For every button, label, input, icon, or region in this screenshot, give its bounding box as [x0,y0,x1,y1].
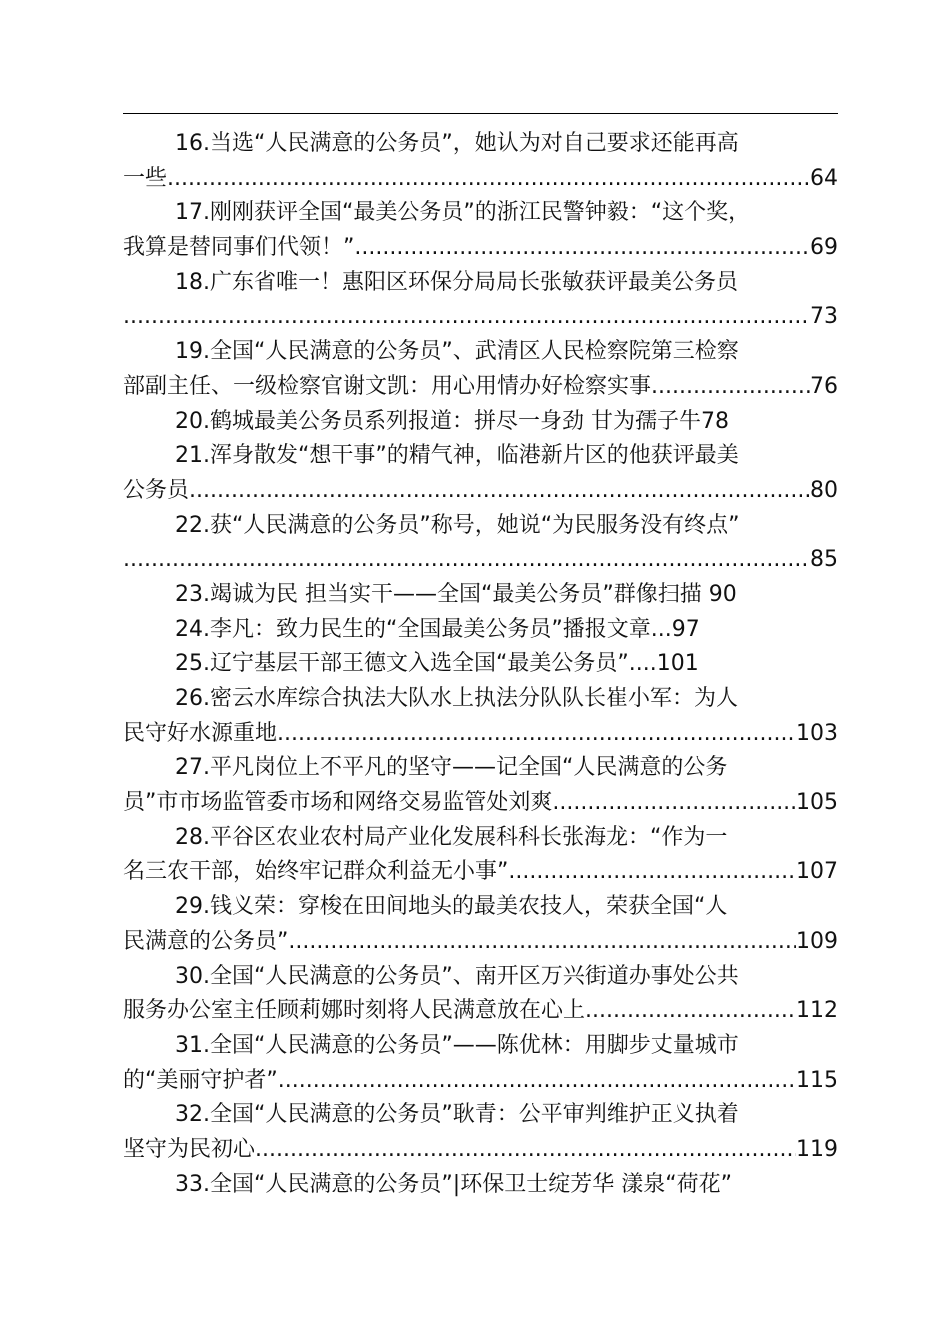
toc-text: 19.全国“人民满意的公务员”、武清区人民检察院第三检察 [175,339,739,365]
toc-line [123,925,838,960]
toc-entry[interactable] [123,578,838,613]
toc-text: 我算是替同事们代领！” [123,235,355,261]
toc-leader-dots [278,1064,796,1099]
toc-text: 16.当选“人民满意的公务员”，她认为对自己要求还能再高 [175,131,739,156]
toc-page-number: 107 [796,859,838,885]
toc-line [123,370,838,405]
toc-line [123,786,838,821]
toc-line [123,543,838,578]
toc-text: 民守好水源重地 [123,720,278,746]
toc-line [123,682,838,717]
toc-line [123,578,838,613]
toc-line [123,994,838,1029]
toc-line [123,1098,838,1133]
toc-line [123,509,838,544]
toc-line [123,1168,838,1203]
toc-leader-dots [123,543,810,578]
toc-page-number: 80 [810,477,838,503]
toc-text: 一些 [123,165,168,191]
toc-entry[interactable] [123,682,838,751]
toc-page-number: 115 [796,1067,838,1093]
toc-entry[interactable] [123,439,838,508]
toc-line [123,439,838,474]
toc-line [123,266,838,301]
toc-text: 27.平凡岗位上不平凡的坚守——记全国“人民满意的公务 [175,755,728,781]
toc-entry[interactable] [123,1168,838,1203]
toc-page-number: 85 [810,547,838,573]
toc-entry[interactable] [123,405,838,440]
toc-text: 31.全国“人民满意的公务员”——陈优林：用脚步丈量城市 [175,1032,739,1058]
toc-entry[interactable] [123,127,838,196]
toc-text: 23.竭诚为民 担当实干——全国“最美公务员”群像扫描 90 [175,581,737,607]
toc-leader-dots [508,855,796,890]
toc-line [123,335,838,370]
toc-line [123,1064,838,1099]
toc-text: 28.平谷区农业农村局产业化发展科科长张海龙：“作为一 [175,824,728,850]
toc-text: 民满意的公务员” [123,928,289,954]
toc-text: 部副主任、一级检察官谢文凯：用心用情办好检察实事.. [123,373,665,399]
toc-leader-dots [255,1133,796,1168]
toc-line [123,162,838,197]
toc-leader-dots [189,474,810,509]
toc-page-number: 69 [810,235,838,261]
toc-text: 30.全国“人民满意的公务员”、南开区万兴街道办事处公共 [175,963,739,989]
toc-line [123,1133,838,1168]
toc-text: 24.李凡：致力民生的“全国最美公务员”播报文章...97 [175,616,700,642]
toc-line [123,890,838,925]
toc-line [123,821,838,856]
toc-line [123,127,838,162]
toc-line [123,751,838,786]
toc-entry[interactable] [123,890,838,959]
toc-text: 22.获“人民满意的公务员”称号，她说“为民服务没有终点” [175,512,740,538]
toc-page-number: 109 [796,928,838,954]
toc-entry[interactable] [123,196,838,265]
toc-text: 名三农干部，始终牢记群众利益无小事” [123,859,509,885]
toc-line [123,405,838,440]
toc-entry[interactable] [123,509,838,578]
toc-text: 26.密云水库综合执法大队水上执法分队队长崔小军：为人 [175,686,738,711]
toc-page-number: 103 [796,720,838,746]
toc-entry[interactable] [123,335,838,404]
toc-line [123,196,838,231]
toc-text: 坚守为民初心 [123,1136,256,1162]
toc-leader-dots [665,370,810,405]
toc-text: 21.浑身散发“想干事”的精气神，临港新片区的他获评最美 [175,443,739,469]
toc-text: 32.全国“人民满意的公务员”耿青：公平审判维护正义执着 [175,1102,739,1128]
toc-text: 20.鹤城最美公务员系列报道：拼尽一身劲 甘为孺子牛78 [175,408,729,434]
toc-line [123,1029,838,1064]
toc-text: 公务员 [123,477,190,503]
toc-line [123,960,838,995]
toc-entry[interactable] [123,266,838,335]
toc-page-number: 119 [796,1136,838,1162]
toc-leader-dots [288,925,796,960]
toc-line [123,717,838,752]
toc-line [123,855,838,890]
toc-text: 服务办公室主任顾莉娜时刻将人民满意放在心上 [123,998,586,1024]
toc-line [123,613,838,648]
toc-entry[interactable] [123,647,838,682]
toc-page-number: 73 [810,304,838,330]
toc-leader-dots [277,717,796,752]
table-of-contents [123,127,838,1202]
toc-entry[interactable] [123,960,838,1029]
toc-line [123,647,838,682]
toc-line [123,474,838,509]
toc-leader-dots [354,231,810,266]
toc-text: 33.全国“人民满意的公务员”|环保卫士绽芳华 漾泉“荷花” [175,1171,732,1197]
toc-line [123,231,838,266]
toc-entry[interactable] [123,1098,838,1167]
header-rule [123,113,838,114]
toc-leader-dots [167,162,810,197]
toc-page-number: 105 [796,790,838,816]
toc-text: 17.刚刚获评全国“最美公务员”的浙江民警钟毅：“这个奖， [175,200,751,226]
toc-line [123,300,838,335]
toc-entry[interactable] [123,1029,838,1098]
toc-page-number: 64 [810,165,838,191]
toc-text: 29.钱义荣：穿梭在田间地头的最美农技人，荣获全国“人 [175,894,728,920]
toc-text: 的“美丽守护者” [123,1067,278,1093]
toc-entry[interactable] [123,751,838,820]
toc-entry[interactable] [123,613,838,648]
toc-text: 18.广东省唯一！惠阳区环保分局局长张敏获评最美公务员 [175,269,738,295]
toc-text: 25.辽宁基层干部王德文入选全国“最美公务员”....101 [175,651,699,677]
toc-leader-dots [552,786,796,821]
toc-text: 员”市市场监管委市场和网络交易监管处刘爽 [123,790,553,816]
toc-page-number: 112 [796,998,838,1024]
toc-leader-dots [123,300,810,335]
toc-leader-dots [585,994,796,1029]
toc-entry[interactable] [123,821,838,890]
toc-page-number: 76 [810,373,838,399]
